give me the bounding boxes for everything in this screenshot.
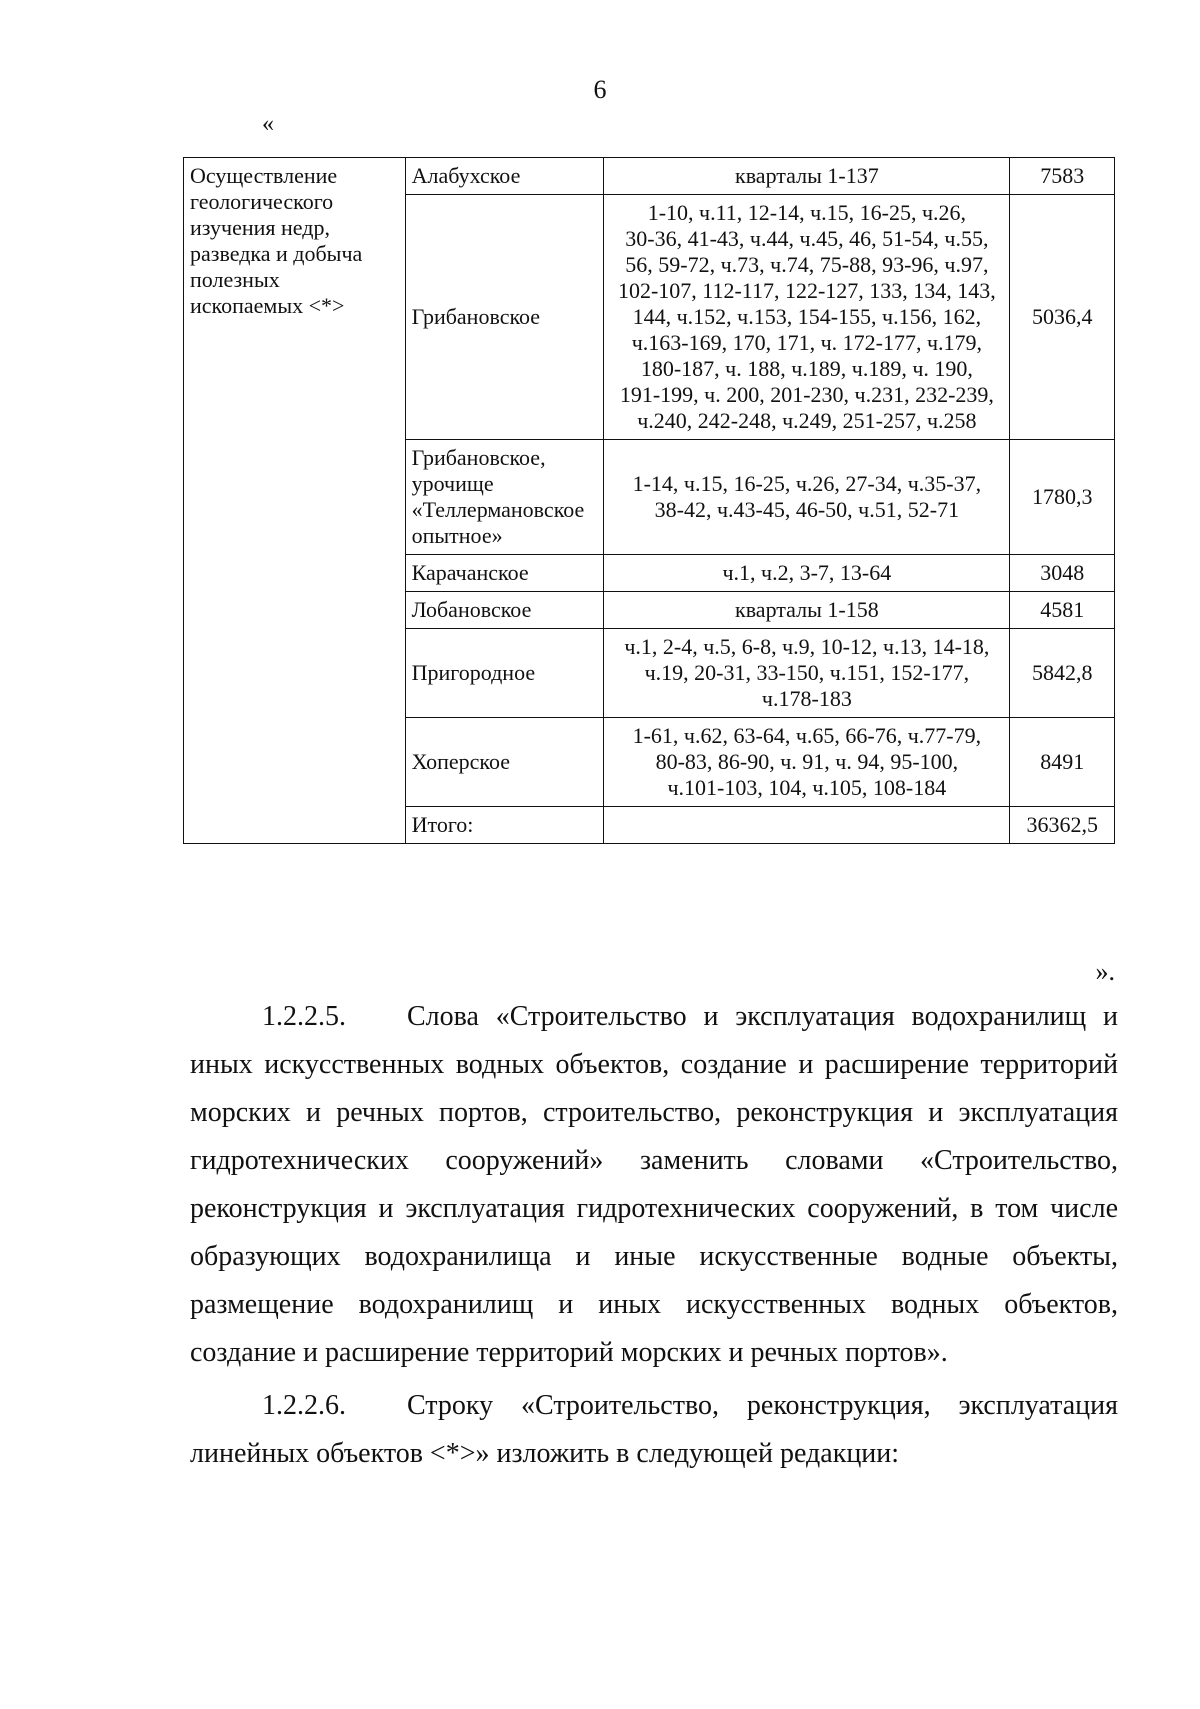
cell-line: 38-42, ч.43-45, 46-50, ч.51, 52-71	[654, 497, 960, 522]
cell-line: 191-199, ч. 200, 201-230, ч.231, 232-239,	[619, 382, 994, 407]
cell-line: Осуществление	[190, 163, 338, 188]
cell-line: 56, 59-72, ч.73, ч.74, 75-88, 93-96, ч.97,	[625, 252, 989, 277]
cell-line: Алабухское	[411, 163, 521, 188]
cell-line: кварталы 1-158	[735, 597, 879, 622]
forestry-cell	[405, 592, 604, 629]
closing-quote-mark: ».	[1095, 957, 1115, 986]
cell-line: Грибановское	[411, 304, 541, 329]
area-cell: 8491	[1010, 718, 1115, 807]
cell-line: полезных	[190, 267, 280, 292]
forestry-cell	[405, 440, 604, 555]
opening-quote-mark: «	[262, 111, 274, 137]
quarters-cell	[604, 592, 1010, 629]
cell-line: Пригородное	[411, 660, 536, 685]
quarters-cell	[604, 440, 1010, 555]
area-cell: 3048	[1010, 555, 1115, 592]
table-row	[184, 158, 1115, 195]
cell-line: Грибановское,	[411, 445, 546, 470]
cell-line: ч.101-103, 104, ч.105, 108-184	[667, 775, 947, 800]
cell-line: ч.19, 20-31, 33-150, ч.151, 152-177,	[644, 660, 970, 685]
area-cell: 1780,3	[1010, 440, 1115, 555]
cell-line: 102-107, 112-117, 122-127, 133, 134, 143,	[617, 278, 996, 303]
forestry-cell	[405, 195, 604, 440]
cell-line: 80-83, 86-90, ч. 91, ч. 94, 95-100,	[655, 749, 959, 774]
quarters-cell	[604, 158, 1010, 195]
cell-line: 144, ч.152, ч.153, 154-155, ч.156, 162,	[632, 304, 982, 329]
cell-line: 30-36, 41-43, ч.44, ч.45, 46, 51-54, ч.55,	[625, 226, 989, 251]
cell-line: ископаемых <*>	[190, 293, 345, 318]
paragraph-1-2-2-6	[190, 1382, 1118, 1478]
land-use-purpose-cell	[184, 158, 406, 844]
quarters-cell	[604, 555, 1010, 592]
cell-line: ч.240, 242-248, ч.249, 251-257, ч.258	[637, 408, 977, 433]
area-cell: 7583	[1010, 158, 1115, 195]
paragraph-text: Строку «Строительство, реконструкция, эксплуатация линейных объектов <*>» изложить в следующей редакции:	[190, 1390, 1118, 1469]
total-label-cell: Итого:	[405, 807, 604, 844]
paragraph-1-2-2-5	[190, 993, 1118, 1377]
area-cell: 5842,8	[1010, 629, 1115, 718]
cell-line: изучения недр,	[190, 215, 330, 240]
cell-line: разведка и добыча	[190, 241, 363, 266]
paragraph-text: Слова «Строительство и эксплуатация водохранилищ и иных искусственных водных объектов, создание и расширение территорий морских и речных портов, строительство, реконструкция и эксплуатация гидротехнических сооружений» заменить словами «Строительство, реконструкция и эксплуатация гидротехнических сооружений, в том числе образующих водохранилища и иные искусственные водные объекты, размещение водохранилищ и иных искусственных водных объектов, создание и расширение территорий морских и речных портов».	[190, 1001, 1118, 1368]
cell-line: 180-187, ч. 188, ч.189, ч.189, ч. 190,	[640, 356, 973, 381]
cell-line: «Теллермановское	[411, 497, 585, 522]
cell-line: ч.1, 2-4, ч.5, 6-8, ч.9, 10-12, ч.13, 14-18,	[624, 634, 990, 659]
area-cell: 5036,4	[1010, 195, 1115, 440]
cell-line: 1-14, ч.15, 16-25, ч.26, 27-34, ч.35-37,	[632, 471, 982, 496]
quarters-cell	[604, 195, 1010, 440]
quarters-cell	[604, 718, 1010, 807]
cell-line: опытное»	[411, 523, 503, 548]
cell-line: урочище	[411, 471, 494, 496]
cell-line: Лобановское	[411, 597, 532, 622]
forestry-cell	[405, 555, 604, 592]
cell-line: геологического	[190, 189, 334, 214]
area-cell: 4581	[1010, 592, 1115, 629]
cell-line: кварталы 1-137	[735, 163, 879, 188]
paragraph-number: 1.2.2.6.	[262, 1390, 346, 1421]
total-quarters-cell	[604, 807, 1010, 844]
forestry-cell	[405, 718, 604, 807]
cell-line: 1-61, ч.62, 63-64, ч.65, 66-76, ч.77-79,	[632, 723, 982, 748]
cell-line: 1-10, ч.11, 12-14, ч.15, 16-25, ч.26,	[647, 200, 967, 225]
cell-line: Хоперское	[411, 749, 511, 774]
page-number: 6	[593, 75, 607, 104]
total-area-cell: 36362,5	[1010, 807, 1115, 844]
cell-line: ч.1, ч.2, 3-7, 13-64	[722, 560, 892, 585]
cell-line: Карачанское	[411, 560, 529, 585]
forest-areas-table	[183, 157, 1115, 844]
quarters-cell	[604, 629, 1010, 718]
forestry-cell	[405, 629, 604, 718]
paragraph-number: 1.2.2.5.	[262, 1001, 346, 1032]
cell-line: ч.163-169, 170, 171, ч. 172-177, ч.179,	[631, 330, 983, 355]
forestry-cell	[405, 158, 604, 195]
cell-line: ч.178-183	[761, 686, 852, 711]
